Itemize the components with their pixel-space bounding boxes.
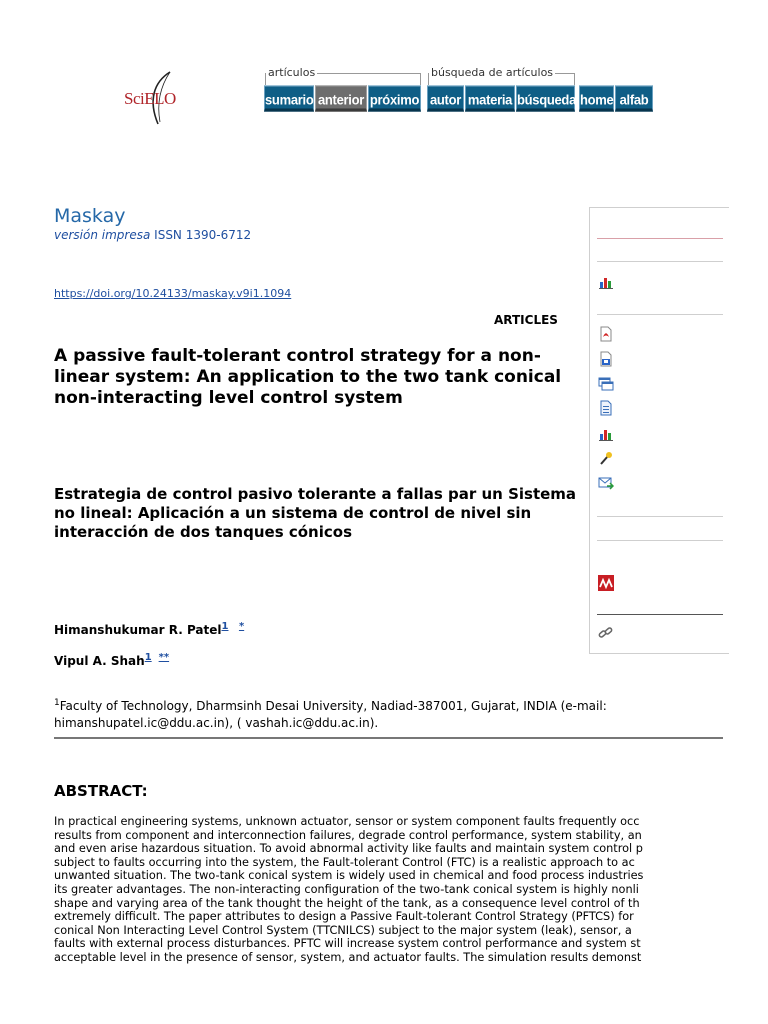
affiliation-sup: 1: [54, 698, 60, 708]
abstract-line: its greater advantages. The non-interacting configuration of the two-tank conical system is highly nonli: [54, 882, 639, 896]
version-label: versión impresa: [54, 228, 151, 242]
author-1: [54, 621, 244, 637]
article-title-es: Estrategia de control pasivo tolerante a fallas par un Sistema no lineal: Aplicación a un sistema de control de nivel sin interacción de dos tanques cónicos: [54, 485, 577, 541]
correspondence-link[interactable]: **: [158, 652, 170, 663]
pdf-icon[interactable]: [598, 326, 614, 342]
author-name: Himanshukumar R. Patel: [54, 623, 222, 637]
autor-button[interactable]: autor: [427, 85, 464, 111]
sumario-button[interactable]: sumario: [264, 85, 314, 111]
abstract-text: [54, 815, 723, 980]
group-tick: [420, 73, 421, 85]
abstract-line: subject to faults occurring into the system, the Fault-tolerant Control (FTC) is a realistic approach to ac: [54, 855, 635, 869]
affiliation-line1: Faculty of Technology, Dharmsinh Desai University, Nadiad-387001, Gujarat, INDIA (e-mail:: [59, 699, 607, 713]
journal-name[interactable]: Maskay: [54, 205, 126, 227]
author-name: Vipul A. Shah: [54, 654, 145, 668]
group-articles-label: artículos: [268, 66, 316, 79]
correspondence-link[interactable]: *: [238, 621, 245, 632]
abstract-line: and even arise hazardous situation. To avoid abnormal activity like faults and maintain system control p: [54, 842, 643, 856]
abstract-line: unwanted situation. The two-tank conical system is widely used in chemical and food process industries: [54, 869, 644, 883]
sidebar-divider: [597, 261, 723, 262]
scielo-logo[interactable]: SciELO: [124, 89, 176, 108]
sidebar-divider: [597, 238, 723, 239]
affiliation: [54, 695, 714, 732]
document-icon[interactable]: [598, 400, 614, 416]
abstract-line: conical Non Interacting Level Control System (TTCNILCS) subject to the major system (leak), sensor, a: [54, 923, 632, 937]
divider: [54, 737, 723, 739]
sidebar-divider: [597, 614, 723, 615]
sidebar-divider: [597, 314, 723, 315]
issn-line: [54, 228, 251, 242]
section-label: ARTICLES: [494, 313, 558, 327]
affiliation-link[interactable]: 1: [144, 652, 152, 663]
abstract-line: results from component and interconnection failures, degrade control performance, system stability, an: [54, 828, 642, 842]
link-icon[interactable]: [598, 625, 614, 641]
doi-link[interactable]: https://doi.org/10.24133/maskay.v9i1.1094: [54, 287, 292, 300]
abstract-line: acceptable level in the presence of sensor, system, and actuator faults. The simulation results demonst: [54, 950, 642, 964]
abstract-line: extremely difficult. The paper attributes to design a Passive Fault-tolerant Control Strategy (PFTCS) for: [54, 910, 634, 924]
wand-icon[interactable]: [598, 450, 614, 466]
abstract-heading: ABSTRACT:: [54, 782, 148, 800]
affiliation-line2: himanshupatel.ic@ddu.ac.in), ( vashah.ic@ddu.ac.in).: [54, 716, 379, 730]
references-icon[interactable]: [598, 575, 614, 591]
bar-chart-icon[interactable]: [598, 426, 614, 442]
save-icon[interactable]: [598, 351, 614, 367]
bar-chart-icon[interactable]: [598, 274, 614, 290]
article-title-en: A passive fault-tolerant control strategy for a non-linear system: An application to the two tank conical non-interacting level control system: [54, 346, 562, 408]
materia-button[interactable]: materia: [465, 85, 515, 111]
busqueda-button[interactable]: búsqueda: [516, 85, 575, 111]
affiliation-link[interactable]: 1: [221, 621, 229, 632]
alfab-button[interactable]: alfab: [615, 85, 653, 111]
abstract-line: In practical engineering systems, unknown actuator, sensor or system component faults frequently occ: [54, 815, 640, 828]
author-2: [54, 652, 169, 668]
sidebar-divider: [597, 540, 723, 541]
issn: ISSN 1390-6712: [154, 228, 252, 242]
home-button[interactable]: home: [579, 85, 614, 111]
sidebar-divider: [597, 516, 723, 517]
window-icon[interactable]: [598, 376, 614, 392]
anterior-button[interactable]: anterior: [315, 85, 367, 111]
abstract-line: shape and varying area of the tank thought the height of the tank, as a consequence level control of th: [54, 896, 640, 910]
email-icon[interactable]: [598, 475, 614, 491]
abstract-line: faults with external process disturbances. PFTC will increase system control performance and system st: [54, 937, 641, 951]
group-search-label: búsqueda de artículos: [431, 66, 554, 79]
proximo-button[interactable]: próximo: [368, 85, 421, 111]
group-tick: [574, 73, 575, 85]
